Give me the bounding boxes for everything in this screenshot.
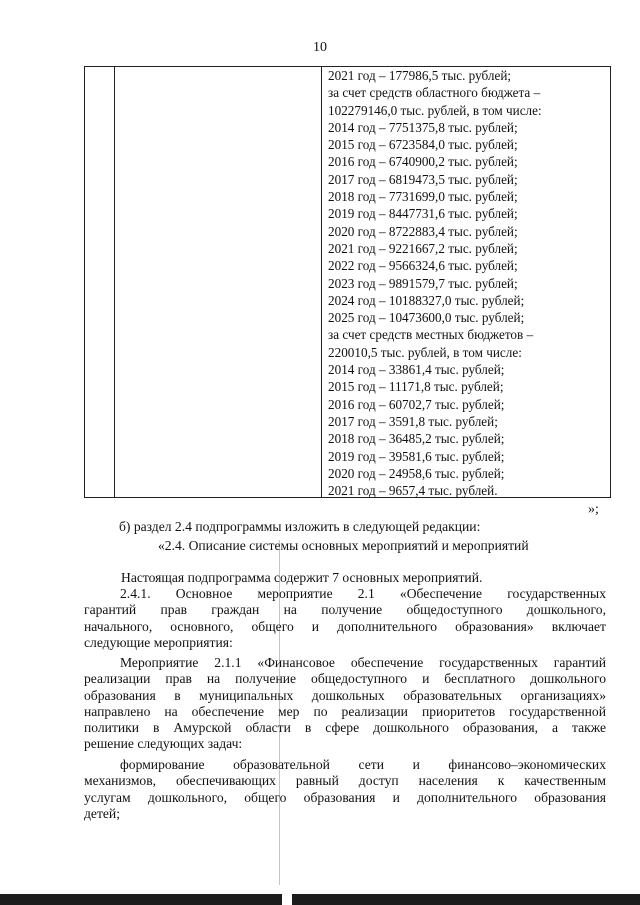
table-line: 2021 год – 177986,5 тыс. рублей; <box>328 68 512 83</box>
table-line: 2021 год – 9221667,2 тыс. рублей; <box>328 240 518 256</box>
paragraph-line: начального, основного, общего и дополнительного образования» включает <box>84 618 606 634</box>
table-line: 2018 год – 36485,2 тыс. рублей; <box>328 431 505 447</box>
paragraph-line: услугам дошкольного, общего образования и дополнительного образования <box>84 789 606 805</box>
scan-fold-line <box>279 540 280 885</box>
paragraph-2-4-1 <box>84 586 606 651</box>
table-line: 102279146,0 тыс. рублей, в том числе: <box>328 102 542 118</box>
table-column-divider <box>114 67 115 497</box>
table-line: 2016 год – 60702,7 тыс. рублей; <box>328 396 505 412</box>
paragraph-line: образования в муниципальных дошкольных образовательных организациях» <box>84 687 606 703</box>
paragraph-line: направлено на обеспечение мер по реализации приоритетов государственной <box>84 703 606 719</box>
table-column-divider <box>321 67 322 497</box>
intro-paragraph: Настоящая подпрограмма содержит 7 основных мероприятий. <box>121 570 483 585</box>
table-line: 2018 год – 7731699,0 тыс. рублей; <box>328 189 518 205</box>
paragraph-line: политики в Амурской области в сфере дошкольного образования, а также <box>84 720 606 736</box>
scan-bottom-edge <box>0 894 640 905</box>
table-line: 2019 год – 39581,6 тыс. рублей; <box>328 448 505 464</box>
table-line: за счет средств местных бюджетов – <box>328 327 534 343</box>
table-cell-funding <box>328 67 608 499</box>
page-number: 10 <box>313 40 327 55</box>
paragraph-line: гарантий прав граждан на получение общедоступного дошкольного, <box>84 602 606 618</box>
paragraph-line: механизмов, обеспечивающих равный доступ населения к качественным <box>84 773 606 789</box>
table-line: 2017 год – 3591,8 тыс. рублей; <box>328 413 498 429</box>
paragraph-line: детей; <box>84 805 120 821</box>
paragraph-bullet <box>84 757 606 822</box>
paragraph-line: реализации прав на получение общедоступного и бесплатного дошкольного <box>84 671 606 687</box>
table-line: 2016 год – 6740900,2 тыс. рублей; <box>328 154 518 170</box>
table-line: 2019 год – 8447731,6 тыс. рублей; <box>328 206 518 222</box>
table-line: 2022 год – 9566324,6 тыс. рублей; <box>328 258 518 274</box>
table-line: 2020 год – 24958,6 тыс. рублей; <box>328 465 505 481</box>
table-line: 2017 год – 6819473,5 тыс. рублей; <box>328 171 518 187</box>
budget-table <box>84 66 611 498</box>
table-line: 2024 год – 10188327,0 тыс. рублей; <box>328 292 525 308</box>
paragraph-line: 2.4.1. Основное мероприятие 2.1 «Обеспечение государственных <box>120 586 606 601</box>
table-line: 2015 год – 11171,8 тыс. рублей; <box>328 379 504 395</box>
table-line: за счет средств областного бюджета – <box>328 85 541 101</box>
table-line: 220010,5 тыс. рублей, в том числе: <box>328 344 522 360</box>
paragraph-line: решение следующих задач: <box>84 736 243 752</box>
paragraph-line: следующие мероприятия: <box>84 634 233 650</box>
table-line: 2021 год – 9657,4 тыс. рублей. <box>328 483 498 499</box>
paragraph-line: формирование образовательной сети и финансово–экономических <box>120 757 606 772</box>
table-line: 2020 год – 8722883,4 тыс. рублей; <box>328 223 518 239</box>
table-line: 2015 год – 6723584,0 тыс. рублей; <box>328 137 518 153</box>
paragraph-2-1-1 <box>84 655 606 753</box>
table-line: 2014 год – 33861,4 тыс. рублей; <box>328 362 505 378</box>
table-line: 2023 год – 9891579,7 тыс. рублей; <box>328 275 518 291</box>
section-heading: «2.4. Описание системы основных мероприятий и мероприятий <box>158 538 529 553</box>
item-b-text: б) раздел 2.4 подпрограммы изложить в следующей редакции: <box>119 519 481 534</box>
table-line: 2025 год – 10473600,0 тыс. рублей; <box>328 310 525 326</box>
paragraph-line: Мероприятие 2.1.1 «Финансовое обеспечение государственных гарантий <box>120 655 606 670</box>
closing-quote-mark: »; <box>588 502 599 517</box>
table-line: 2014 год – 7751375,8 тыс. рублей; <box>328 119 518 135</box>
